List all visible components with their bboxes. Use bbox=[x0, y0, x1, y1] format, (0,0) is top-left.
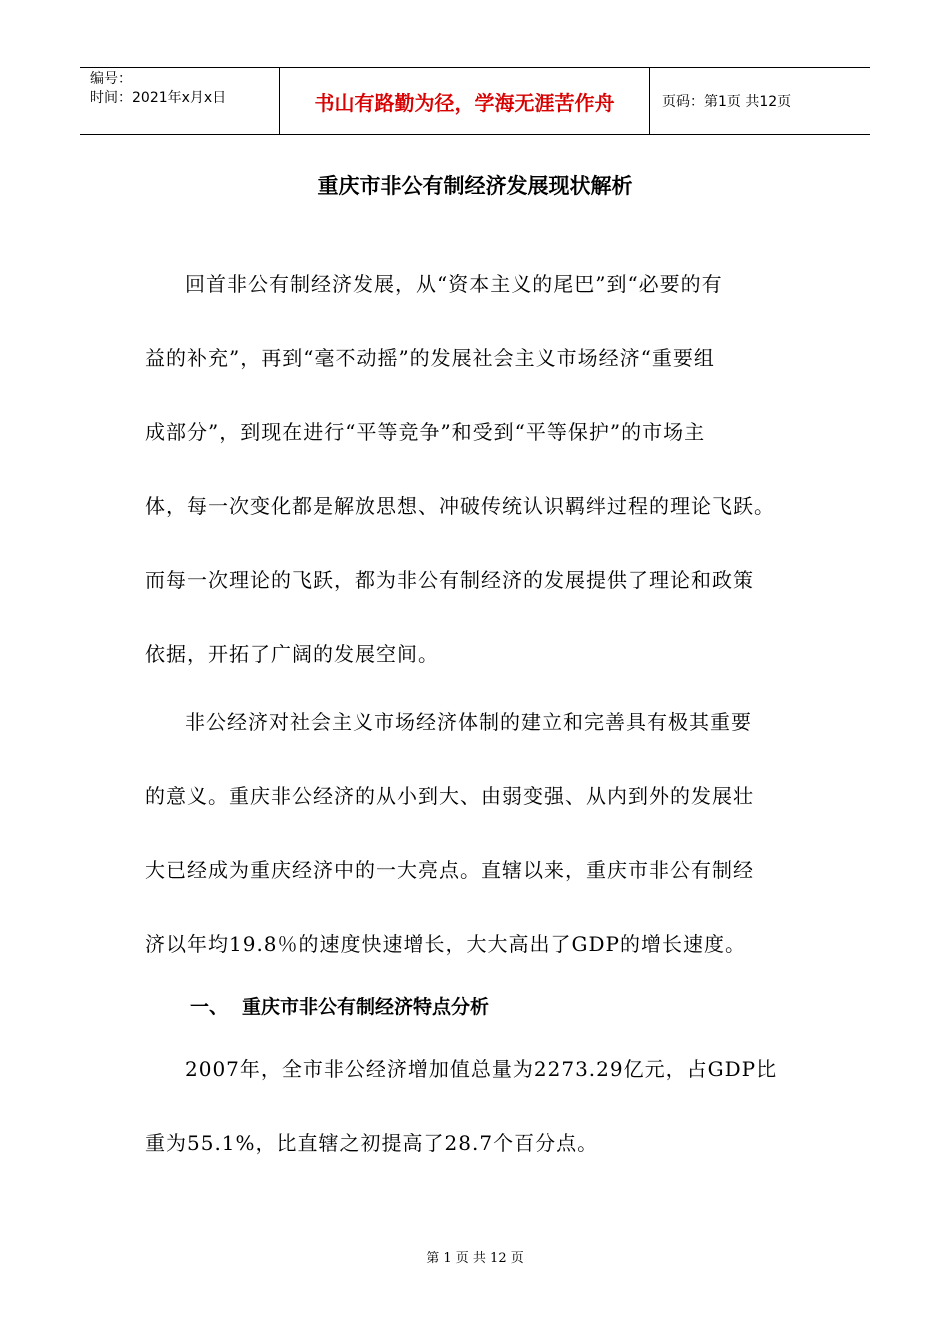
text-line: 而每一次理论的飞跃，都为非公有制经济的发展提供了理论和政策 bbox=[145, 568, 754, 592]
text-line: 体，每一次变化都是解放思想、冲破传统认识羁绊过程的理论飞跃。 bbox=[145, 494, 775, 518]
paragraph-1 bbox=[145, 247, 815, 691]
date-label: 时间：2021年x月x日 bbox=[90, 90, 227, 106]
document-title: 重庆市非公有制经济发展现状解析 bbox=[317, 174, 633, 198]
section-heading bbox=[190, 992, 489, 1019]
header-motto: 书山有路勤为径，学海无涯苦作舟 bbox=[280, 68, 650, 134]
text-line: 依据，开拓了广阔的发展空间。 bbox=[145, 642, 439, 666]
text-line: 2007年，全市非公经济增加值总量为2273.29亿元，占GDP比 bbox=[185, 1057, 778, 1081]
text-line: 非公经济对社会主义市场经济体制的建立和完善具有极其重要 bbox=[185, 710, 752, 734]
text-line: 重为55.1%，比直辖之初提高了28.7个百分点。 bbox=[145, 1131, 599, 1155]
text-line: 益的补充”，再到“毫不动摇”的发展社会主义市场经济“重要组 bbox=[145, 346, 715, 370]
code-label: 编号： bbox=[90, 71, 132, 87]
paragraph-3 bbox=[145, 1032, 815, 1180]
header-page-info: 页码：第1页 共12页 bbox=[662, 94, 792, 110]
header-meta-cell bbox=[80, 68, 280, 134]
text-line: 回首非公有制经济发展，从“资本主义的尾巴”到“必要的有 bbox=[185, 272, 723, 296]
paragraph-2 bbox=[145, 685, 815, 981]
text-line: 成部分”，到现在进行“平等竞争”和受到“平等保护”的市场主 bbox=[145, 420, 706, 444]
section-title: 重庆市非公有制经济特点分析 bbox=[242, 996, 490, 1018]
text-line: 的意义。重庆非公经济的从小到大、由弱变强、从内到外的发展壮 bbox=[145, 784, 754, 808]
header-table bbox=[80, 67, 870, 135]
page-footer: 第 1 页 共 12 页 bbox=[426, 1251, 524, 1266]
text-line: 济以年均19.8％的速度快速增长，大大高出了GDP的增长速度。 bbox=[145, 932, 746, 956]
section-number: 一、 bbox=[190, 996, 229, 1018]
text-line: 大已经成为重庆经济中的一大亮点。直辖以来，重庆市非公有制经 bbox=[145, 858, 754, 882]
